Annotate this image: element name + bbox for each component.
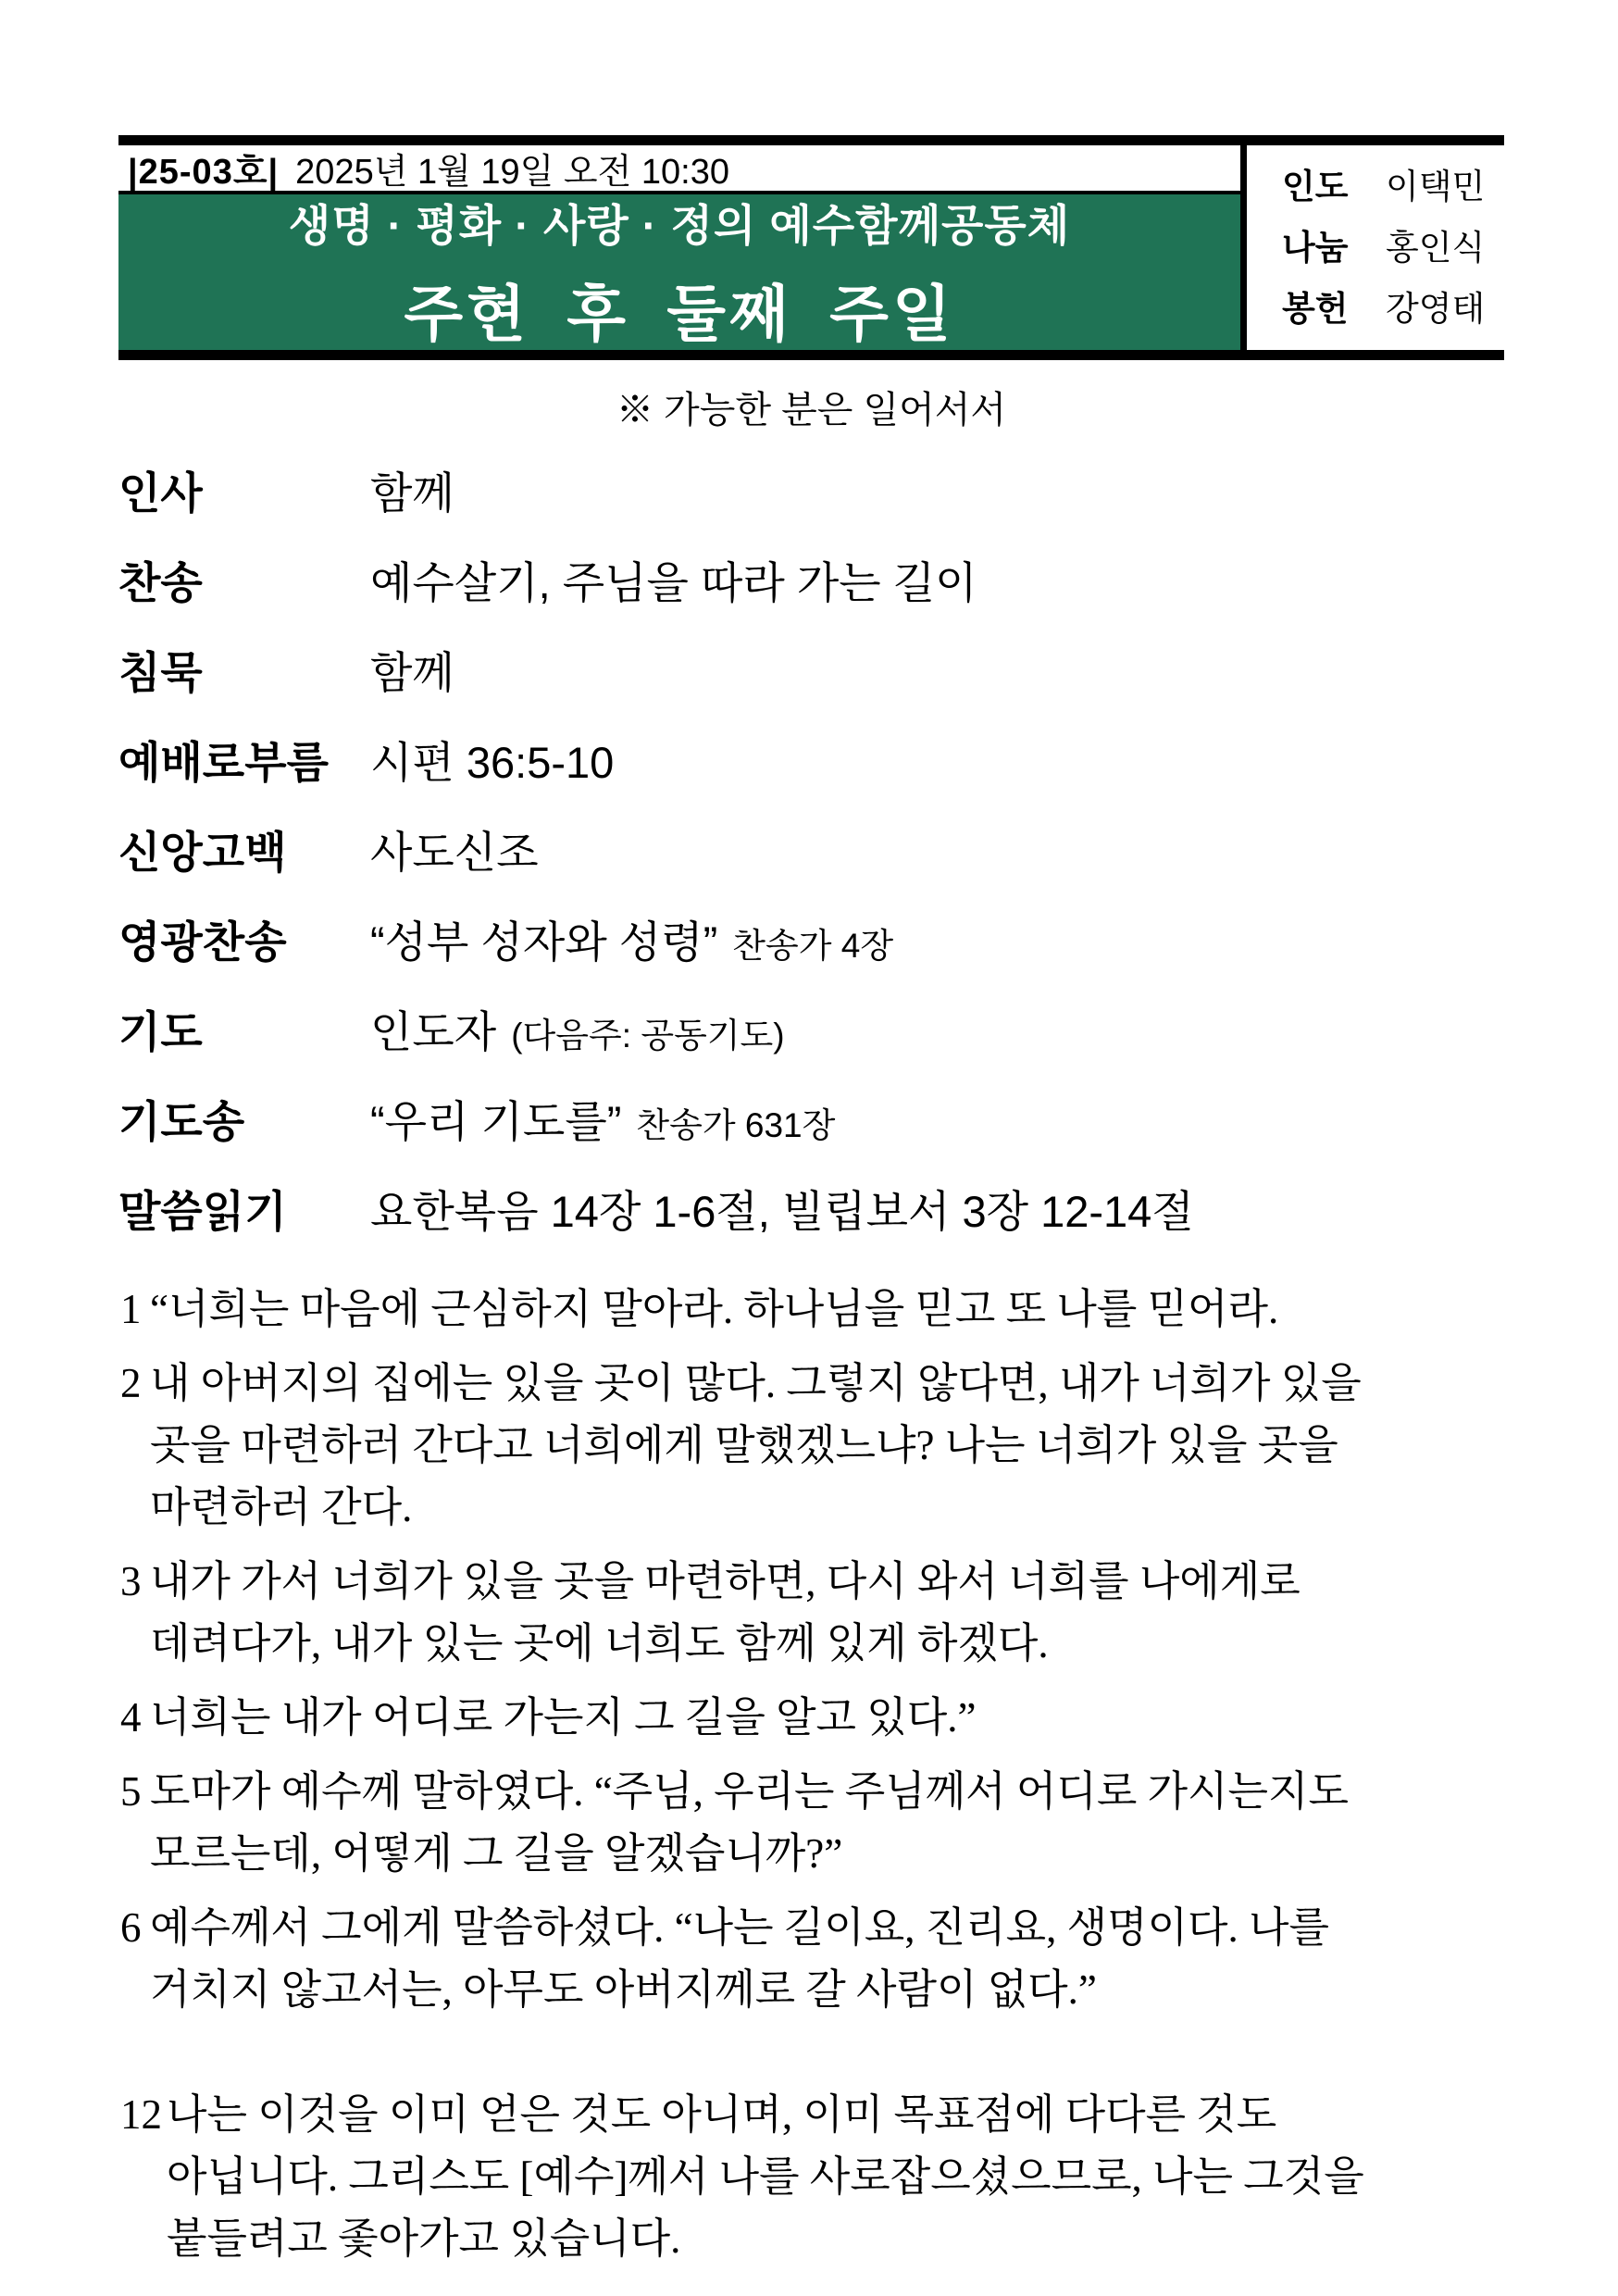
order-value: 사도신조 [370, 828, 539, 877]
order-value-wrap [370, 650, 469, 707]
order-value: 인도자 [370, 1007, 497, 1056]
order-value-wrap [370, 740, 629, 797]
scripture-passage-john [118, 1279, 1504, 2021]
order-row-gloria [118, 919, 1504, 977]
verse-number: 6 [120, 1904, 142, 1951]
order-value-wrap [370, 1099, 835, 1156]
verse-text [150, 1761, 1504, 1885]
verse-text [150, 1279, 1504, 1341]
verse-4 [118, 1687, 1504, 1749]
order-label: 기도송 [118, 1097, 245, 1146]
order-row-hymn [118, 560, 1504, 618]
order-value: 함께 [370, 468, 454, 518]
order-row-call-to-worship [118, 740, 1504, 797]
verse-text [150, 1687, 1504, 1749]
verse-line: 너희는 내가 어디로 가는지 그 길을 알고 있다.” [150, 1694, 977, 1741]
order-row-prayer [118, 1009, 1504, 1067]
order-note: 찬송가 631장 [636, 1106, 836, 1144]
role-name: 홍인식 [1386, 228, 1486, 267]
service-title: 주현 후 둘째 주일 [404, 280, 955, 348]
verse-line: 거치지 않고서는, 아무도 아버지께로 갈 사람이 없다.” [150, 1966, 1097, 2013]
verse-line: 모르는데, 어떻게 그 길을 알겠습니까?” [150, 1830, 843, 1877]
verse-5 [118, 1761, 1504, 1885]
date-row [118, 145, 1240, 194]
issue-number: |25-03호| [128, 153, 280, 192]
bulletin-content [118, 135, 1504, 2282]
verse-text [150, 1353, 1504, 1539]
standing-note: ※ 가능한 분은 일어서서 [616, 390, 1007, 430]
role-label: 나눔 [1282, 228, 1349, 267]
order-value-wrap [370, 919, 893, 977]
role-row-offering [1282, 291, 1504, 328]
verse-number: 3 [120, 1558, 142, 1604]
order-row-silence [118, 650, 1504, 707]
verse-line: “너희는 마음에 근심하지 말아라. 하나님을 믿고 또 나를 믿어라. [150, 1286, 1279, 1332]
order-note: 찬송가 4장 [732, 927, 894, 965]
order-label: 기도 [118, 1007, 203, 1056]
verse-text [150, 1897, 1504, 2021]
verse-number: 5 [120, 1768, 142, 1815]
role-label: 인도 [1282, 167, 1349, 206]
verse-6 [118, 1897, 1504, 2021]
role-name: 이택민 [1386, 167, 1486, 206]
role-name: 강영태 [1386, 289, 1486, 328]
order-value-wrap [370, 830, 554, 887]
verse-2 [118, 1353, 1504, 1539]
order-value-wrap [370, 1189, 1209, 1246]
title-banner [118, 194, 1240, 350]
header-left-cell [118, 145, 1247, 350]
order-value-wrap [370, 560, 992, 618]
order-value: 요한복음 14장 1-6절, 빌립보서 3장 12-14절 [370, 1187, 1194, 1236]
verse-number: 2 [120, 1360, 142, 1406]
verse-number: 1 [120, 1286, 142, 1332]
verse-line: 나는 이것을 이미 얻은 것도 아니며, 이미 목표점에 다다른 것도 [167, 2091, 1277, 2138]
order-value-wrap [370, 470, 469, 528]
verse-text [167, 2084, 1504, 2270]
order-value: 함께 [370, 648, 454, 697]
order-row-greeting [118, 470, 1504, 528]
verse-number: 12 [120, 2091, 162, 2138]
order-note: (다음주: 공동기도) [511, 1017, 785, 1054]
order-row-prayer-song [118, 1099, 1504, 1156]
order-value-wrap [370, 1009, 785, 1067]
order-label: 예배로부름 [118, 738, 330, 787]
order-value: 예수살기, 주님을 따라 가는 길이 [370, 558, 977, 607]
order-label: 말씀읽기 [118, 1187, 287, 1236]
order-value: “성부 성자와 성령” [370, 917, 718, 967]
verse-line: 내 아버지의 집에는 있을 곳이 많다. 그렇지 않다면, 내가 너희가 있을 [150, 1360, 1362, 1406]
order-value: “우리 기도를” [370, 1097, 622, 1146]
order-row-creed [118, 830, 1504, 887]
verse-number: 4 [120, 1694, 142, 1741]
verse-line: 붙들려고 좇아가고 있습니다. [167, 2215, 681, 2262]
roles-panel [1247, 145, 1504, 350]
verse-line: 마련하러 간다. [150, 1484, 413, 1530]
order-label: 신앙고백 [118, 828, 287, 877]
role-label: 봉헌 [1282, 289, 1349, 328]
verse-line: 데려다가, 내가 있는 곳에 너희도 함께 있게 하겠다. [150, 1620, 1049, 1666]
order-label: 찬송 [118, 558, 203, 607]
role-row-sharing [1282, 230, 1504, 267]
order-value: 시편 36:5-10 [370, 738, 615, 787]
verse-line: 내가 가서 너희가 있을 곳을 마련하면, 다시 와서 너희를 나에게로 [150, 1558, 1301, 1604]
order-label: 침묵 [118, 648, 203, 697]
community-name: 생명 · 평화 · 사랑 · 정의 예수함께공동체 [288, 201, 1071, 250]
order-of-service [118, 470, 1504, 1246]
verse-1 [118, 1279, 1504, 1341]
verse-line: 예수께서 그에게 말씀하셨다. “나는 길이요, 진리요, 생명이다. 나를 [150, 1904, 1329, 1951]
order-label: 인사 [118, 468, 203, 518]
role-row-leading [1282, 168, 1504, 206]
order-row-scripture-reading [118, 1189, 1504, 1246]
verse-3 [118, 1551, 1504, 1675]
verse-line: 도마가 예수께 말하였다. “주님, 우리는 주님께서 어디로 가시는지도 [150, 1768, 1349, 1815]
bulletin-header [118, 135, 1504, 360]
verse-text [150, 1551, 1504, 1675]
order-label: 영광찬송 [118, 917, 287, 967]
verse-line: 아닙니다. 그리스도 [예수]께서 나를 사로잡으셨으므로, 나는 그것을 [167, 2153, 1364, 2200]
verse-line: 곳을 마련하러 간다고 너희에게 말했겠느냐? 나는 너희가 있을 곳을 [150, 1422, 1338, 1468]
scripture-passage-philippians [118, 2084, 1504, 2270]
verse-12 [118, 2084, 1504, 2270]
bulletin-datetime: 2025년 1월 19일 오전 10:30 [295, 153, 729, 192]
